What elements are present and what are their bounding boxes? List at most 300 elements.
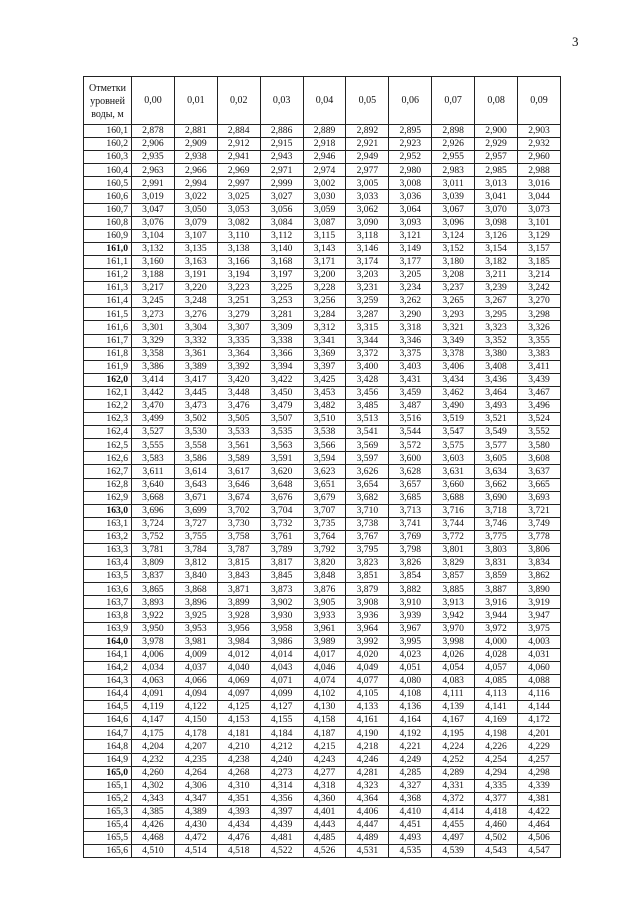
table-cell: 3,741: [389, 517, 432, 530]
table-cell: 3,806: [518, 544, 561, 557]
table-cell: 3,188: [132, 269, 175, 282]
table-cell: 3,575: [432, 439, 475, 452]
table-cell: 2,884: [217, 125, 260, 138]
table-cell: 4,130: [303, 701, 346, 714]
water-level-cell: 162,3: [84, 413, 132, 426]
table-cell: 2,926: [432, 138, 475, 151]
table-row: [84, 426, 561, 439]
table-cell: 3,746: [475, 517, 518, 530]
table-cell: 2,960: [518, 151, 561, 164]
table-cell: 3,975: [518, 622, 561, 635]
table-cell: 4,077: [346, 674, 389, 687]
table-cell: 3,253: [260, 295, 303, 308]
table-cell: 3,873: [260, 583, 303, 596]
table-cell: 4,310: [217, 779, 260, 792]
table-cell: 3,972: [475, 622, 518, 635]
table-cell: 3,346: [389, 334, 432, 347]
table-cell: 3,848: [303, 570, 346, 583]
table-cell: 3,688: [432, 491, 475, 504]
table-cell: 4,094: [174, 688, 217, 701]
table-cell: 3,467: [518, 386, 561, 399]
table-cell: 3,555: [132, 439, 175, 452]
table-cell: 4,489: [346, 832, 389, 845]
column-header: 0,07: [432, 77, 475, 125]
table-cell: 3,552: [518, 426, 561, 439]
table-cell: 2,895: [389, 125, 432, 138]
table-cell: 3,547: [432, 426, 475, 439]
table-cell: 4,268: [217, 766, 260, 779]
table-cell: 3,293: [432, 308, 475, 321]
table-cell: 3,022: [174, 190, 217, 203]
table-cell: 3,899: [217, 596, 260, 609]
table-row: [84, 517, 561, 530]
table-cell: 4,229: [518, 740, 561, 753]
table-cell: 4,547: [518, 845, 561, 858]
table-cell: 4,014: [260, 648, 303, 661]
table-cell: 4,009: [174, 648, 217, 661]
table-cell: 2,994: [174, 177, 217, 190]
table-row: [84, 478, 561, 491]
table-cell: 3,307: [217, 321, 260, 334]
table-row: [84, 151, 561, 164]
table-cell: 3,053: [217, 203, 260, 216]
water-level-cell: 163,2: [84, 530, 132, 543]
table-cell: 3,928: [217, 609, 260, 622]
table-cell: 3,101: [518, 216, 561, 229]
table-cell: 4,539: [432, 845, 475, 858]
table-cell: 3,245: [132, 295, 175, 308]
table-cell: 3,998: [432, 635, 475, 648]
table-cell: 3,177: [389, 255, 432, 268]
table-cell: 3,521: [475, 413, 518, 426]
table-cell: 3,180: [432, 255, 475, 268]
table-row: [84, 766, 561, 779]
table-cell: 4,175: [132, 727, 175, 740]
table-cell: 3,470: [132, 399, 175, 412]
table-cell: 4,522: [260, 845, 303, 858]
table-cell: 3,194: [217, 269, 260, 282]
table-cell: 3,603: [432, 452, 475, 465]
table-cell: 3,321: [432, 321, 475, 334]
table-cell: 4,116: [518, 688, 561, 701]
table-cell: 4,298: [518, 766, 561, 779]
table-cell: 4,506: [518, 832, 561, 845]
column-header: 0,04: [303, 77, 346, 125]
table-cell: 4,302: [132, 779, 175, 792]
table-cell: 4,514: [174, 845, 217, 858]
table-cell: 3,671: [174, 491, 217, 504]
table-row: [84, 504, 561, 517]
table-cell: 3,182: [475, 255, 518, 268]
table-cell: 3,326: [518, 321, 561, 334]
water-level-cell: 165,1: [84, 779, 132, 792]
table-cell: 4,034: [132, 661, 175, 674]
water-level-cell: 161,3: [84, 282, 132, 295]
table-cell: 3,887: [475, 583, 518, 596]
water-level-cell: 163,4: [84, 557, 132, 570]
table-cell: 3,820: [303, 557, 346, 570]
table-row: [84, 714, 561, 727]
table-cell: 3,392: [217, 360, 260, 373]
table-cell: 2,929: [475, 138, 518, 151]
table-cell: 3,989: [303, 635, 346, 648]
table-cell: 3,752: [132, 530, 175, 543]
table-cell: 2,903: [518, 125, 561, 138]
table-cell: 3,098: [475, 216, 518, 229]
water-level-cell: 162,8: [84, 478, 132, 491]
table-cell: 4,406: [346, 805, 389, 818]
table-cell: 3,964: [346, 622, 389, 635]
table-cell: 3,372: [346, 347, 389, 360]
table-cell: 3,129: [518, 229, 561, 242]
table-cell: 3,016: [518, 177, 561, 190]
table-cell: 4,097: [217, 688, 260, 701]
table-cell: 4,181: [217, 727, 260, 740]
table-cell: 2,983: [432, 164, 475, 177]
water-level-column-header: Отметки уровней воды, м: [84, 77, 132, 125]
table-cell: 3,380: [475, 347, 518, 360]
table-cell: 3,710: [346, 504, 389, 517]
table-cell: 4,187: [303, 727, 346, 740]
table-cell: 3,538: [303, 426, 346, 439]
table-cell: 4,125: [217, 701, 260, 714]
table-cell: 4,074: [303, 674, 346, 687]
table-cell: 4,460: [475, 818, 518, 831]
table-cell: 3,563: [260, 439, 303, 452]
table-cell: 3,439: [518, 373, 561, 386]
table-cell: 3,950: [132, 622, 175, 635]
table-cell: 3,956: [217, 622, 260, 635]
column-header: 0,00: [132, 77, 175, 125]
table-cell: 3,910: [389, 596, 432, 609]
table-cell: 3,704: [260, 504, 303, 517]
table-cell: 3,318: [389, 321, 432, 334]
table-cell: 3,580: [518, 439, 561, 452]
table-cell: 4,119: [132, 701, 175, 714]
table-row: [84, 164, 561, 177]
table-cell: 3,942: [432, 609, 475, 622]
table-cell: 3,273: [132, 308, 175, 321]
table-cell: 4,204: [132, 740, 175, 753]
table-cell: 4,198: [475, 727, 518, 740]
table-row: [84, 282, 561, 295]
table-cell: 3,220: [174, 282, 217, 295]
page-number: 3: [572, 34, 579, 49]
table-cell: 3,660: [432, 478, 475, 491]
table-cell: 4,240: [260, 753, 303, 766]
table-cell: 3,925: [174, 609, 217, 622]
table-cell: 4,497: [432, 832, 475, 845]
table-cell: 3,132: [132, 242, 175, 255]
table-cell: 3,674: [217, 491, 260, 504]
table-cell: 3,084: [260, 216, 303, 229]
table-cell: 2,878: [132, 125, 175, 138]
table-cell: 3,135: [174, 242, 217, 255]
table-cell: 3,834: [518, 557, 561, 570]
water-level-cell: 164,4: [84, 688, 132, 701]
table-cell: 4,108: [389, 688, 432, 701]
table-cell: 4,543: [475, 845, 518, 858]
table-row: [84, 753, 561, 766]
table-cell: 3,168: [260, 255, 303, 268]
table-cell: 4,356: [260, 792, 303, 805]
table-cell: 3,868: [174, 583, 217, 596]
table-cell: 3,070: [475, 203, 518, 216]
table-cell: 3,665: [518, 478, 561, 491]
table-cell: 2,969: [217, 164, 260, 177]
table-cell: 4,294: [475, 766, 518, 779]
table-cell: 3,749: [518, 517, 561, 530]
table-cell: 3,160: [132, 255, 175, 268]
table-cell: 4,434: [217, 818, 260, 831]
water-level-cell: 164,9: [84, 753, 132, 766]
table-cell: 3,304: [174, 321, 217, 334]
column-header: 0,01: [174, 77, 217, 125]
table-cell: 2,938: [174, 151, 217, 164]
table-cell: 3,056: [260, 203, 303, 216]
table-cell: 3,490: [432, 399, 475, 412]
table-cell: 2,977: [346, 164, 389, 177]
table-row: [84, 674, 561, 687]
table-cell: 4,260: [132, 766, 175, 779]
table-cell: 4,054: [432, 661, 475, 674]
table-cell: 3,637: [518, 465, 561, 478]
table-cell: 3,047: [132, 203, 175, 216]
table-cell: 4,218: [346, 740, 389, 753]
table-cell: 3,566: [303, 439, 346, 452]
table-cell: 3,408: [475, 360, 518, 373]
table-cell: 3,033: [346, 190, 389, 203]
table-cell: 2,918: [303, 138, 346, 151]
table-cell: 3,933: [303, 609, 346, 622]
table-cell: 2,988: [518, 164, 561, 177]
table-cell: 4,360: [303, 792, 346, 805]
water-level-cell: 163,7: [84, 596, 132, 609]
table-cell: 3,284: [303, 308, 346, 321]
table-cell: 3,013: [475, 177, 518, 190]
table-row: [84, 203, 561, 216]
table-cell: 4,368: [389, 792, 432, 805]
table-cell: 3,851: [346, 570, 389, 583]
table-cell: 3,295: [475, 308, 518, 321]
table-cell: 3,533: [217, 426, 260, 439]
table-cell: 4,102: [303, 688, 346, 701]
table-cell: 4,207: [174, 740, 217, 753]
table-cell: 3,696: [132, 504, 175, 517]
table-row: [84, 583, 561, 596]
table-cell: 3,643: [174, 478, 217, 491]
table-cell: 2,949: [346, 151, 389, 164]
table-cell: 3,908: [346, 596, 389, 609]
table-cell: 3,589: [217, 452, 260, 465]
table-cell: 3,146: [346, 242, 389, 255]
table-cell: 3,812: [174, 557, 217, 570]
table-cell: 2,997: [217, 177, 260, 190]
table-cell: 2,881: [174, 125, 217, 138]
table-row: [84, 792, 561, 805]
table-cell: 3,239: [475, 282, 518, 295]
water-level-cell: 161,5: [84, 308, 132, 321]
table-cell: 3,332: [174, 334, 217, 347]
table-cell: 2,912: [217, 138, 260, 151]
table-cell: 4,195: [432, 727, 475, 740]
table-cell: 3,699: [174, 504, 217, 517]
table-row: [84, 530, 561, 543]
table-cell: 4,401: [303, 805, 346, 818]
water-level-cell: 160,6: [84, 190, 132, 203]
table-cell: 3,237: [432, 282, 475, 295]
table-cell: 3,662: [475, 478, 518, 491]
table-cell: 4,099: [260, 688, 303, 701]
table-cell: 3,231: [346, 282, 389, 295]
table-cell: 3,493: [475, 399, 518, 412]
table-cell: 3,885: [432, 583, 475, 596]
table-cell: 4,006: [132, 648, 175, 661]
table-cell: 3,730: [217, 517, 260, 530]
table-cell: 3,459: [389, 386, 432, 399]
table-cell: 4,003: [518, 635, 561, 648]
table-cell: 3,611: [132, 465, 175, 478]
table-row: [84, 334, 561, 347]
column-header: 0,03: [260, 77, 303, 125]
table-cell: 3,623: [303, 465, 346, 478]
table-cell: 3,329: [132, 334, 175, 347]
table-cell: 3,657: [389, 478, 432, 491]
table-cell: 3,366: [260, 347, 303, 360]
table-cell: 3,115: [303, 229, 346, 242]
water-level-cell: 165,3: [84, 805, 132, 818]
table-cell: 3,513: [346, 413, 389, 426]
table-row: [84, 138, 561, 151]
table-cell: 3,171: [303, 255, 346, 268]
table-cell: 3,544: [389, 426, 432, 439]
table-cell: 4,069: [217, 674, 260, 687]
table-cell: 3,787: [217, 544, 260, 557]
table-cell: 4,377: [475, 792, 518, 805]
table-cell: 4,172: [518, 714, 561, 727]
table-row: [84, 177, 561, 190]
table-cell: 2,923: [389, 138, 432, 151]
table-cell: 4,190: [346, 727, 389, 740]
table-cell: 3,112: [260, 229, 303, 242]
table-cell: 3,577: [475, 439, 518, 452]
table-cell: 4,464: [518, 818, 561, 831]
table-cell: 4,252: [432, 753, 475, 766]
table-cell: 3,050: [174, 203, 217, 216]
table-cell: 3,456: [346, 386, 389, 399]
table-cell: 3,011: [432, 177, 475, 190]
table-cell: 3,801: [432, 544, 475, 557]
water-level-cell: 162,6: [84, 452, 132, 465]
table-row: [84, 452, 561, 465]
table-cell: 3,262: [389, 295, 432, 308]
table-cell: 3,724: [132, 517, 175, 530]
table-cell: 3,425: [303, 373, 346, 386]
table-cell: 3,978: [132, 635, 175, 648]
water-level-cell: 163,6: [84, 583, 132, 596]
table-cell: 4,066: [174, 674, 217, 687]
table-cell: 4,335: [475, 779, 518, 792]
table-cell: 3,953: [174, 622, 217, 635]
water-level-cell: 165,5: [84, 832, 132, 845]
table-cell: 4,167: [432, 714, 475, 727]
table-row: [84, 832, 561, 845]
table-cell: 2,889: [303, 125, 346, 138]
table-cell: 4,481: [260, 832, 303, 845]
table-cell: 3,995: [389, 635, 432, 648]
table-cell: 4,150: [174, 714, 217, 727]
table-cell: 3,690: [475, 491, 518, 504]
table-cell: 3,406: [432, 360, 475, 373]
table-cell: 4,178: [174, 727, 217, 740]
table-cell: 4,257: [518, 753, 561, 766]
table-cell: 3,823: [346, 557, 389, 570]
table-cell: 4,046: [303, 661, 346, 674]
table-cell: 3,507: [260, 413, 303, 426]
table-row: [84, 295, 561, 308]
table-cell: 4,422: [518, 805, 561, 818]
table-cell: 3,163: [174, 255, 217, 268]
water-level-cell: 164,0: [84, 635, 132, 648]
table-cell: 3,476: [217, 399, 260, 412]
table-cell: 3,778: [518, 530, 561, 543]
table-cell: 3,157: [518, 242, 561, 255]
table-cell: 3,583: [132, 452, 175, 465]
table-cell: 3,138: [217, 242, 260, 255]
table-cell: 3,341: [303, 334, 346, 347]
table-cell: 3,648: [260, 478, 303, 491]
table-cell: 4,364: [346, 792, 389, 805]
table-cell: 3,815: [217, 557, 260, 570]
table-cell: 3,679: [303, 491, 346, 504]
table-cell: 3,919: [518, 596, 561, 609]
table-header-row: [84, 77, 561, 125]
table-cell: 3,064: [389, 203, 432, 216]
table-row: [84, 805, 561, 818]
table-cell: 3,535: [260, 426, 303, 439]
table-cell: 4,063: [132, 674, 175, 687]
table-cell: 4,285: [389, 766, 432, 779]
table-cell: 3,259: [346, 295, 389, 308]
table-cell: 3,505: [217, 413, 260, 426]
table-cell: 3,738: [346, 517, 389, 530]
table-cell: 3,008: [389, 177, 432, 190]
water-level-cell: 161,6: [84, 321, 132, 334]
table-cell: 4,393: [217, 805, 260, 818]
table-cell: 3,597: [346, 452, 389, 465]
table-cell: 3,893: [132, 596, 175, 609]
water-level-cell: 161,7: [84, 334, 132, 347]
table-cell: 4,314: [260, 779, 303, 792]
table-cell: 3,871: [217, 583, 260, 596]
table-cell: 2,943: [260, 151, 303, 164]
water-level-cell: 162,9: [84, 491, 132, 504]
table-cell: 4,238: [217, 753, 260, 766]
table-cell: 4,012: [217, 648, 260, 661]
table-cell: 4,535: [389, 845, 432, 858]
table-cell: 3,803: [475, 544, 518, 557]
table-cell: 3,744: [432, 517, 475, 530]
water-level-cell: 163,8: [84, 609, 132, 622]
table-cell: 3,735: [303, 517, 346, 530]
table-cell: 3,896: [174, 596, 217, 609]
table-cell: 3,936: [346, 609, 389, 622]
table-cell: 3,843: [217, 570, 260, 583]
water-level-cell: 161,4: [84, 295, 132, 308]
table-row: [84, 190, 561, 203]
water-level-cell: 161,1: [84, 255, 132, 268]
table-cell: 4,531: [346, 845, 389, 858]
